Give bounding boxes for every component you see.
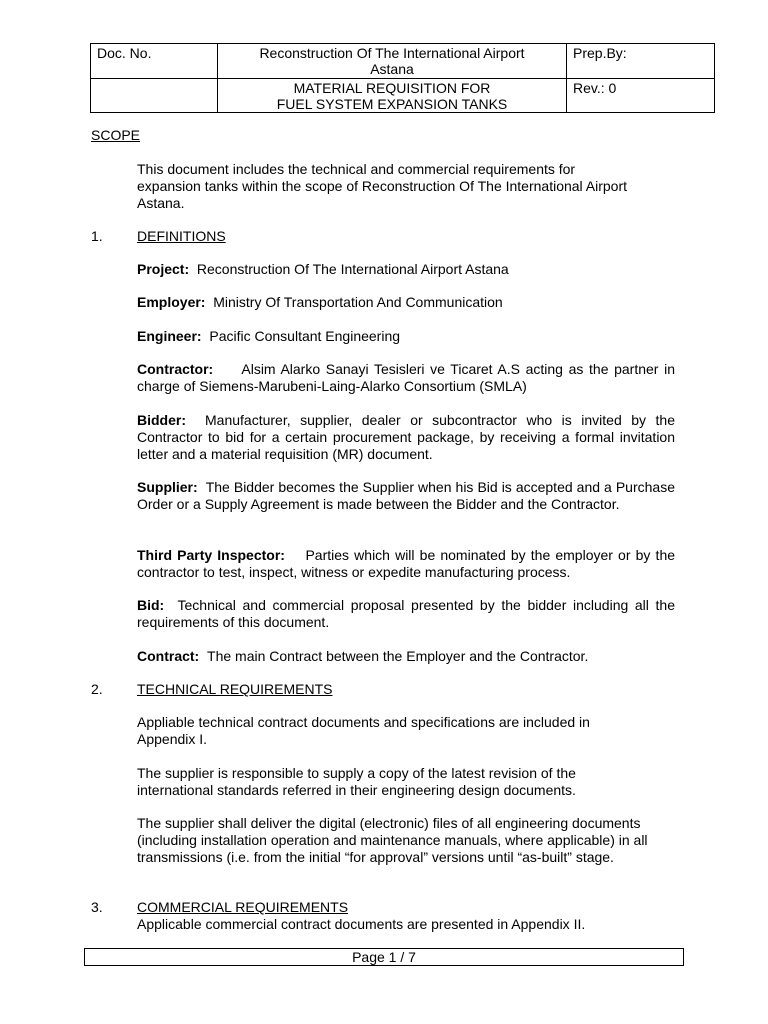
title-line-1: MATERIAL REQUISITION FOR <box>293 80 491 96</box>
definition-text: The main Contract between the Employer and the Contractor. <box>207 648 589 664</box>
definition-text: Parties which will be nominated by the employer or by the contractor to test, inspect, witness or expedite manufacturing process. <box>137 547 676 580</box>
title-line-2: FUEL SYSTEM EXPANSION TANKS <box>276 96 508 112</box>
definition-text: Technical and commercial proposal presented by the bidder including all the requirements of this document. <box>137 597 676 630</box>
commercial-heading: COMMERCIAL REQUIREMENTS <box>137 899 349 915</box>
prep-by-cell <box>567 44 715 79</box>
definition-term: Employer: <box>137 294 206 310</box>
scope-text: This document includes the technical and commercial requirements for expansion tanks within the scope of Reconstruction Of The International Airport Astana. <box>137 161 628 211</box>
definitions-number: 1. <box>91 228 103 244</box>
definition-text: Alsim Alarko Sanayi Tesisleri ve Ticaret A.S acting as the partner in charge of Siemens-Marubeni-Laing-Alarko Consortium (SMLA) <box>137 361 675 394</box>
definition-contractor <box>137 361 675 395</box>
definition-term: Engineer: <box>137 328 202 344</box>
doc-no-cell <box>91 44 218 79</box>
definition-term: Bidder: <box>137 412 186 428</box>
definition-supplier <box>137 479 675 513</box>
definition-term: Supplier: <box>137 479 198 495</box>
definition-bidder <box>137 412 675 463</box>
definitions-heading: DEFINITIONS <box>137 228 226 244</box>
empty-cell <box>91 79 218 113</box>
page-footer <box>84 948 684 966</box>
definition-term: Bid: <box>137 597 165 613</box>
definition-bid <box>137 597 675 631</box>
project-line-2: Astana <box>370 61 414 77</box>
definition-text: The Bidder becomes the Supplier when his Bid is accepted and a Purchase Order or a Supply Agreement is made between the Bidder and the Contractor. <box>137 479 675 512</box>
definition-text: Ministry Of Transportation And Communication <box>213 294 503 310</box>
technical-paragraph: Appliable technical contract documents and specifications are included in Appendix I. <box>137 714 590 747</box>
definition-term: Contractor: <box>137 361 214 377</box>
technical-paragraph: The supplier shall deliver the digital (electronic) files of all engineering documents (including installation operation and maintenance manuals, where applicable) in all transmissions (i.e. from the initial “for approval” versions until “as-built” stage. <box>137 815 648 865</box>
prep-by-label: Prep.By: <box>573 45 627 61</box>
definition-term: Contract: <box>137 648 200 664</box>
definition-text: Manufacturer, supplier, dealer or subcontractor who is invited by the Contractor to bid for a certain procurement package, by receiving a formal invitation letter and a material requisition (MR) document. <box>137 412 675 462</box>
rev-cell <box>567 79 715 113</box>
definition-text: Reconstruction Of The International Airport Astana <box>196 261 509 277</box>
definition-engineer <box>137 328 675 345</box>
project-cell <box>218 44 567 79</box>
commercial-text: Applicable commercial contract documents are presented in Appendix II. <box>137 916 586 932</box>
title-cell <box>218 79 567 113</box>
scope-heading: SCOPE <box>91 127 141 143</box>
technical-paragraph: The supplier is responsible to supply a copy of the latest revision of the international standards referred in their engineering design documents. <box>137 765 576 798</box>
commercial-number: 3. <box>91 899 103 915</box>
document-header-table <box>90 43 715 113</box>
project-line-1: Reconstruction Of The International Airport <box>259 45 525 61</box>
rev-label: Rev.: 0 <box>573 80 617 96</box>
technical-heading: TECHNICAL REQUIREMENTS <box>137 681 333 697</box>
doc-no-label: Doc. No. <box>97 45 152 61</box>
definition-employer <box>137 294 675 311</box>
definition-term: Project: <box>137 261 190 277</box>
definition-text: Pacific Consultant Engineering <box>209 328 401 344</box>
page-number: Page 1 / 7 <box>352 949 416 965</box>
technical-number: 2. <box>91 681 103 697</box>
definition-project <box>137 261 675 278</box>
definition-contract <box>137 648 675 665</box>
definition-third-party-inspector <box>137 547 675 581</box>
definition-term: Third Party Inspector: <box>137 547 285 563</box>
